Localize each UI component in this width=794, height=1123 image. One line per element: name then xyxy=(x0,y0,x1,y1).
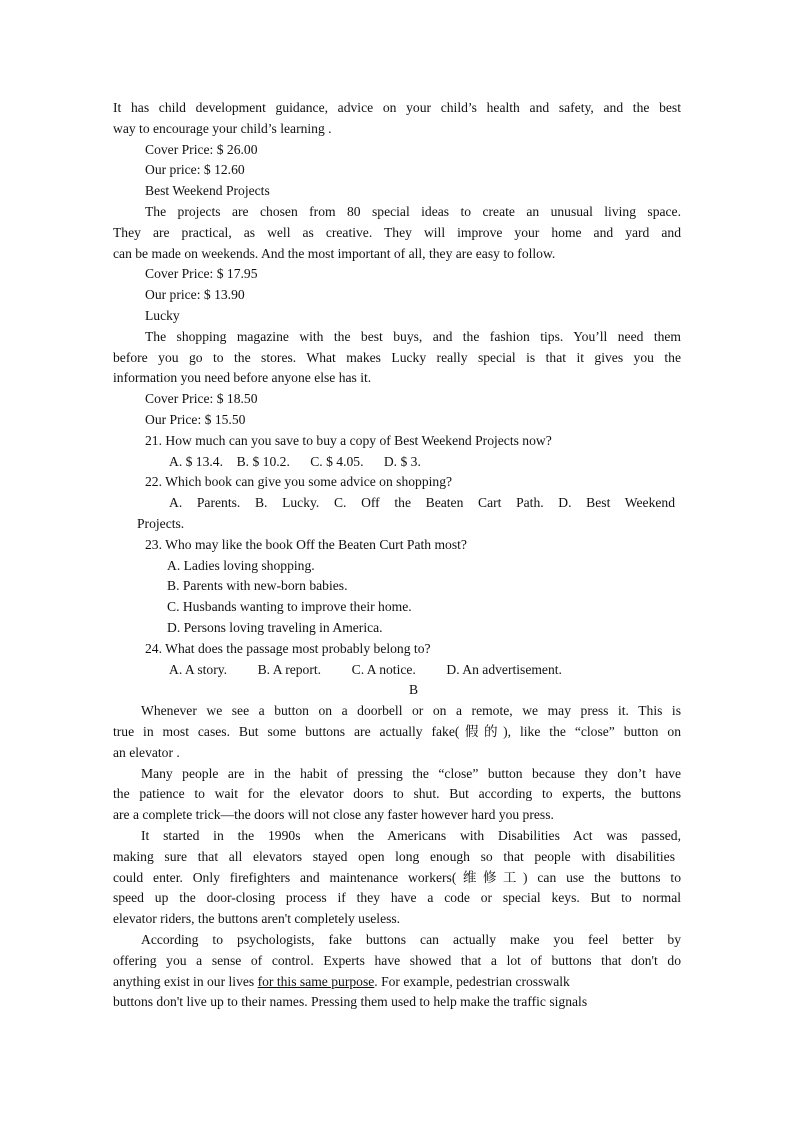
parents-cover-price: Cover Price: $ 26.00 xyxy=(145,142,258,157)
parents-description-line-1: It has child development guidance, advice on your child’s health and safety, and the best xyxy=(113,100,681,115)
p3-line-4: speed up the door-closing process if they have a code or special keys. But to normal xyxy=(113,890,681,905)
bwp-title: Best Weekend Projects xyxy=(145,183,270,198)
p4-line-3-pre: anything exist in our lives xyxy=(113,974,258,989)
p1-line-2: true in most cases. But some buttons are actually fake(假的), like the “close” button on xyxy=(113,724,681,739)
p4-line-1: According to psychologists, fake buttons can actually make you feel better by xyxy=(141,932,681,947)
question-24-options: A. A story. B. A report. C. A notice. D. An advertisement. xyxy=(169,662,562,677)
lucky-description-line-3: information you need before anyone else has it. xyxy=(113,370,372,385)
section-b-heading: B xyxy=(409,682,419,697)
parents-description-line-2: way to encourage your child’s learning . xyxy=(113,121,332,136)
question-23: 23. Who may like the book Off the Beaten Curt Path most? xyxy=(145,537,467,552)
p3-line-3: could enter. Only firefighters and maintenance workers(维修工) can use the buttons to xyxy=(113,870,681,885)
p2-line-1: Many people are in the habit of pressing the “close” button because they don’t have xyxy=(141,766,681,781)
underlined-phrase: for this same purpose xyxy=(257,974,375,989)
question-22-options-cont: Projects. xyxy=(137,516,185,531)
bwp-description-line-2: They are practical, as well as creative. They will improve your home and yard and xyxy=(113,225,681,240)
lucky-cover-price: Cover Price: $ 18.50 xyxy=(145,391,258,406)
p2-line-3: are a complete trick—the doors will not close any faster however hard you press. xyxy=(113,807,554,822)
question-21: 21. How much can you save to buy a copy of Best Weekend Projects now? xyxy=(145,433,552,448)
p3-line-5: elevator riders, the buttons aren't completely useless. xyxy=(113,911,401,926)
p1-line-1: Whenever we see a button on a doorbell or on a remote, we may press it. This is xyxy=(141,703,681,718)
question-23-option-c: C. Husbands wanting to improve their home. xyxy=(167,599,412,614)
question-23-option-d: D. Persons loving traveling in America. xyxy=(167,620,383,635)
p3-line-1: It started in the 1990s when the Americans with Disabilities Act was passed, xyxy=(141,828,681,843)
p4-line-4: buttons don't live up to their names. Pressing them used to help make the traffic signals xyxy=(113,994,588,1009)
question-24: 24. What does the passage most probably belong to? xyxy=(145,641,431,656)
bwp-description-line-1: The projects are chosen from 80 special ideas to create an unusual living space. xyxy=(145,204,681,219)
parents-our-price: Our price: $ 12.60 xyxy=(145,162,245,177)
bwp-cover-price: Cover Price: $ 17.95 xyxy=(145,266,258,281)
lucky-our-price: Our Price: $ 15.50 xyxy=(145,412,246,427)
bwp-description-line-3: can be made on weekends. And the most important of all, they are easy to follow. xyxy=(113,246,556,261)
question-23-option-b: B. Parents with new-born babies. xyxy=(167,578,348,593)
lucky-description-line-2: before you go to the stores. What makes Lucky really special is that it gives you the xyxy=(113,350,681,365)
bwp-our-price: Our price: $ 13.90 xyxy=(145,287,245,302)
question-22-options: A. Parents. B. Lucky. C. Off the Beaten Cart Path. D. Best Weekend xyxy=(169,495,675,510)
question-22: 22. Which book can give you some advice on shopping? xyxy=(145,474,453,489)
p4-line-2: offering you a sense of control. Experts have showed that a lot of buttons that don't do xyxy=(113,953,681,968)
p3-line-2: making sure that all elevators stayed open long enough so that people with disabilities xyxy=(113,849,675,864)
p4-line-3-post: . For example, pedestrian crosswalk xyxy=(374,974,570,989)
p4-line-3 xyxy=(113,973,570,991)
p2-line-2: the patience to wait for the elevator doors to shut. But according to experts, the buttons xyxy=(113,786,681,801)
question-23-option-a: A. Ladies loving shopping. xyxy=(167,558,315,573)
lucky-title: Lucky xyxy=(145,308,180,323)
p1-line-3: an elevator . xyxy=(113,745,180,760)
question-21-options: A. $ 13.4. B. $ 10.2. C. $ 4.05. D. $ 3. xyxy=(169,454,421,469)
lucky-description-line-1: The shopping magazine with the best buys, and the fashion tips. You’ll need them xyxy=(145,329,681,344)
